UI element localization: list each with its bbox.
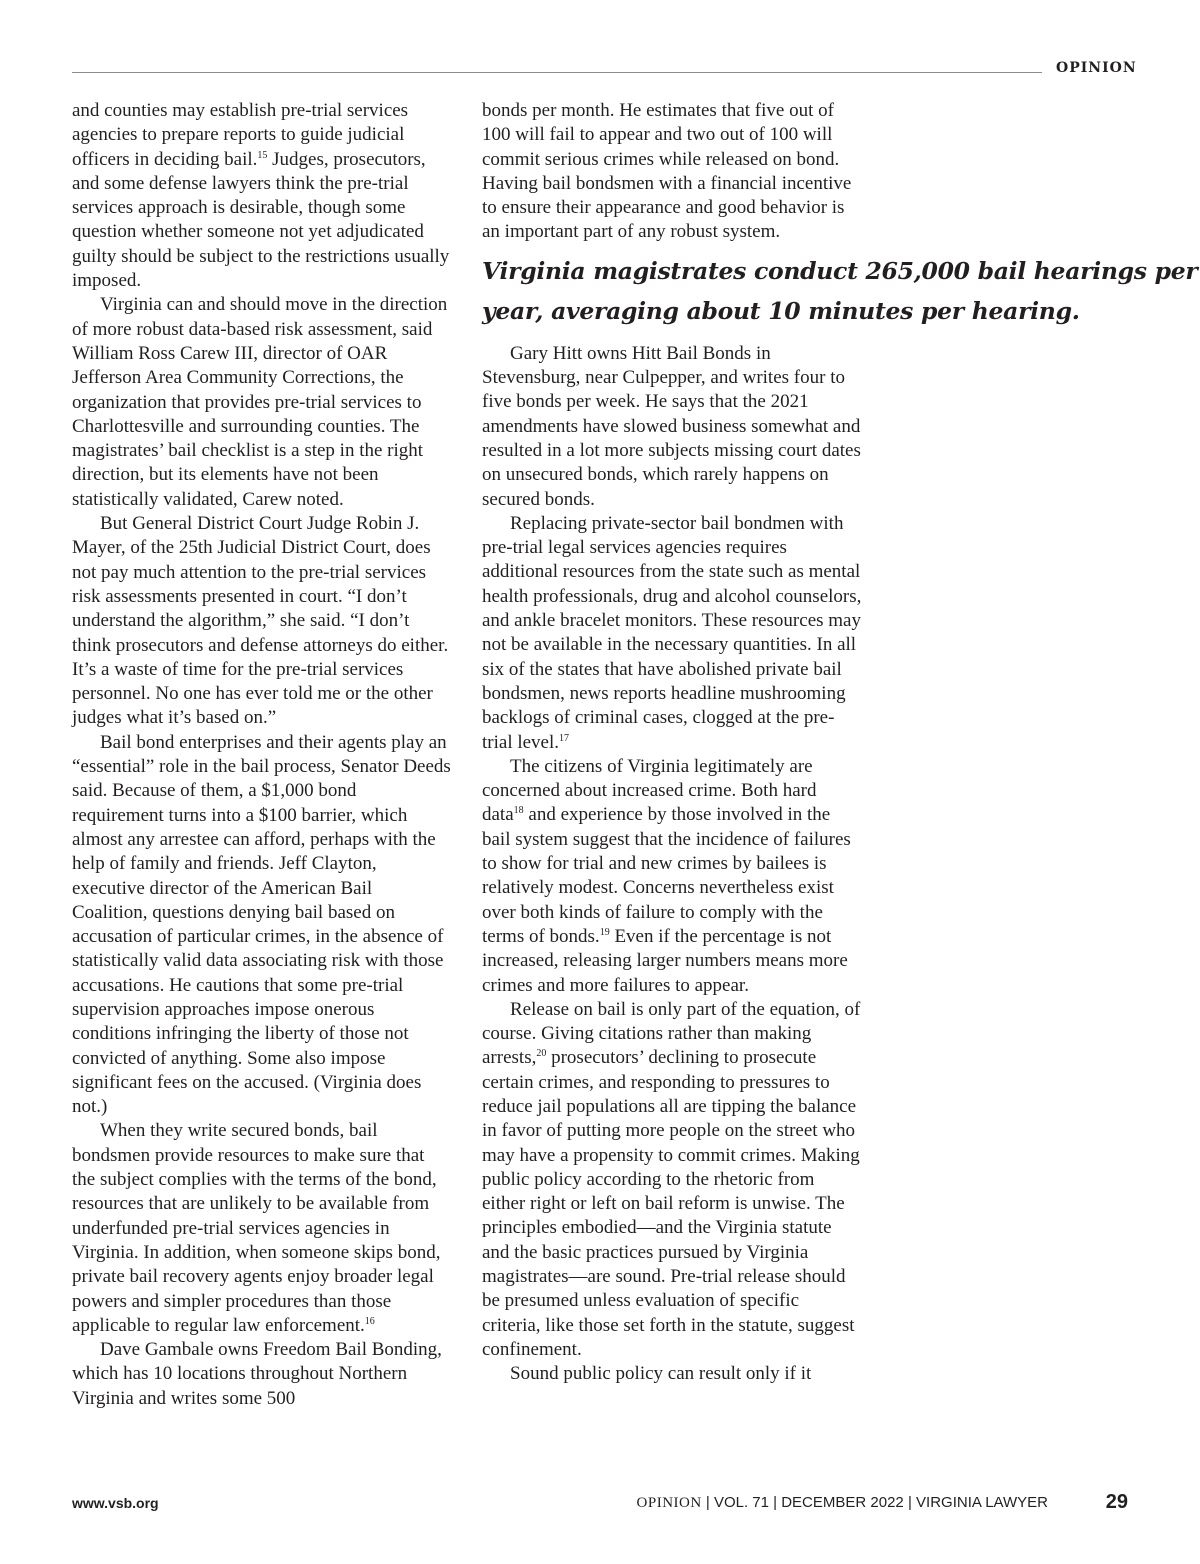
footer-volume: VOL. 71 [713,1494,769,1511]
footnote-ref[interactable]: 16 [364,1315,375,1327]
pull-quote-line: year, averaging about 10 minutes per hearing. [482,296,1080,325]
left-column [72,99,452,1411]
footer-info: OPINION | VOL. 71 | DECEMBER 2022 | VIRGINIA LAWYER [636,1494,1048,1511]
footer-date: DECEMBER 2022 [781,1494,904,1511]
footnote-ref[interactable]: 18 [513,805,524,817]
footer-url[interactable]: www.vsb.org [72,1495,159,1511]
paragraph: Sound public policy can result only if it [510,1363,812,1385]
paragraph: bonds per month. He estimates that five out of 100 will fail to appear and two out of 100 will commit serious crimes while released on bond. Having bail bondsmen with a financial incentive to ensure their appearance and good behavior is an important part of any robust system. [482,100,852,243]
paragraph: But General District Court Judge Robin J. Mayer, of the 25th Judicial District Court, does not pay much attention to the pre-trial services risk assessments presented in court. “I don’t understand the algorithm,” she said. “I don’t think prosecutors and defense attorneys do either. It’s a waste of time for the pre-trial services personnel. No one has ever told me or the other judges what it’s based on.” [72,513,449,729]
paragraph: and counties may establish pre-trial services agencies to prepare reports to guide judicial officers in deciding bail.$^{15}$ Judges, prosecutors, and some defense lawyers think the pre-trial services approach is desirable, though some question whether someone not yet adjudicated guilty should be subject to the restrictions usually imposed. [72,100,450,292]
paragraph: Dave Gambale owns Freedom Bail Bonding, which has 10 locations throughout Northern Virginia and writes some 500 [72,1339,442,1409]
paragraph: Release on bail is only part of the equation, of course. Giving citations rather than making arrests,$^{20}$ prosecutors’ declining to prosecute certain crimes, and responding to pressures to reduce jail populations all are tipping the balance in favor of putting more people on the street who may have a propensity to commit crimes. Making public policy according to the rhetoric from either right or left on bail reform is unwise. The principles embodied—and the Virginia statute and the basic practices pursued by Virginia magistrates—are sound. Pre-trial release should be presumed unless evaluation of specific criteria, like those set forth in the statute, suggest confinement. [482,998,861,1360]
pull-quote [482,251,1198,331]
footnote-ref[interactable]: 20 [536,1048,547,1060]
paragraph: The citizens of Virginia legitimately are concerned about increased crime. Both hard data$^{18}$ and experience by those involved in the bail system suggest that the incidence of failures to show for trial and new crimes by bailees is relatively modest. Concerns nevertheless exist over both kinds of failure to comply with the terms of bonds.$^{19}$ Even if the percentage is not increased, releasing larger numbers means more crimes and more failures to appear. [482,755,851,996]
section-label: OPINION [1056,60,1137,76]
footer-section: OPINION [636,1495,702,1511]
paragraph: When they write secured bonds, bail bondsmen provide resources to make sure that the subject complies with the terms of the bond, resources that are unlikely to be available from underfunded pre-trial services agencies in Virginia. In addition, when someone skips bond, private bail recovery agents enjoy broader legal powers and simpler procedures than those applicable to regular law enforcement.$^{16}$ [72,1120,441,1336]
footer-publication: VIRGINIA LAWYER [916,1494,1048,1511]
paragraph: Bail bond enterprises and their agents play an “essential” role in the bail process, Senator Deeds said. Because of them, a $1,000 bond requirement turns into a $100 barrier, which almost any arrestee can afford, perhaps with the help of family and friends. Jeff Clayton, executive director of the American Bail Coalition, questions denying bail based on accusation of particular crimes, in the absence of statistically valid data associating risk with those accusations. He cautions that some pre-trial supervision approaches impose onerous conditions infringing the liberty of those not convicted of anything. Some also impose significant fees on the accused. (Virginia does not.) [72,731,451,1118]
pull-quote-line: Virginia magistrates conduct 265,000 bail hearings per [482,256,1198,285]
paragraph: Virginia can and should move in the direction of more robust data-based risk assessment, said William Ross Carew III, director of OAR Jefferson Area Community Corrections, the organization that provides pre-trial services to Charlottesville and surrounding counties. The magistrates’ bail checklist is a step in the right direction, but its elements have not been statistically validated, Carew noted. [72,294,448,510]
footnote-ref[interactable]: 15 [257,149,268,161]
footnote-ref[interactable]: 19 [599,926,610,938]
right-column [482,99,1198,1387]
paragraph: Gary Hitt owns Hitt Bail Bonds in Stevensburg, near Culpepper, and writes four to five bonds per week. He says that the 2021 amendments have slowed business somewhat and resulted in a lot more subjects missing court dates on unsecured bonds, which rarely happens on secured bonds. [482,342,861,510]
footnote-ref[interactable]: 17 [559,732,570,744]
header-rule [72,72,1042,73]
paragraph: Replacing private-sector bail bondmen with pre-trial legal services agencies requires additional resources from the state such as mental health professionals, drug and alcohol counselors, and ankle bracelet monitors. These resources may not be available in the necessary quantities. In all six of the states that have abolished private bail bondsmen, news reports headline mushrooming backlogs of criminal cases, clogged at the pre-trial level.$^{17}$ [482,512,862,753]
page-number: 29 [1105,1491,1128,1513]
